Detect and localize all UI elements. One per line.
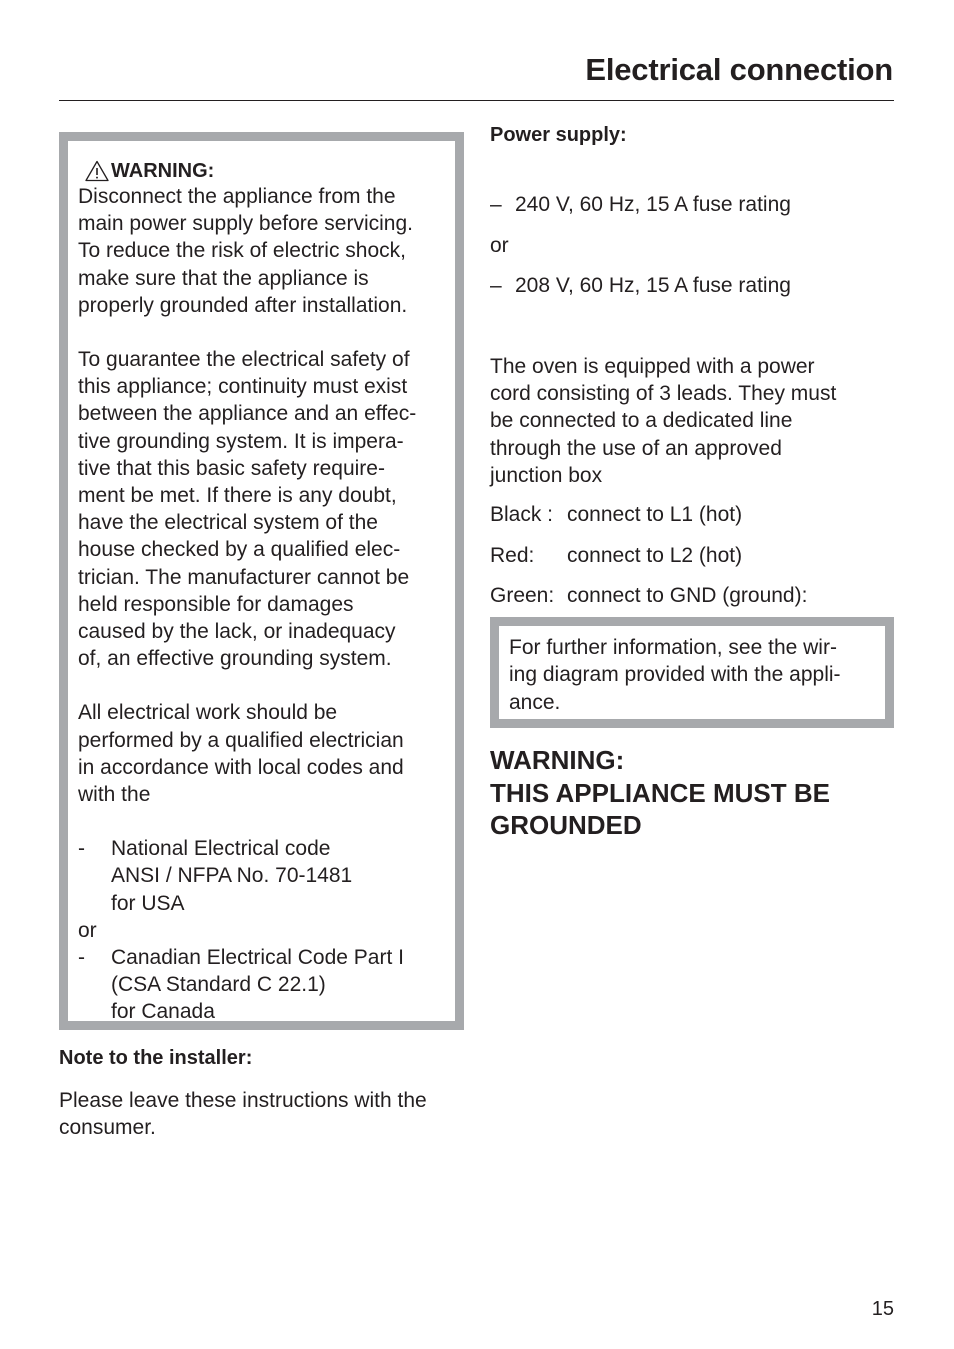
or-text: or bbox=[78, 918, 97, 942]
text-line: house checked by a qualified elec- bbox=[78, 538, 401, 562]
text-line: WARNING: bbox=[490, 745, 625, 775]
power-option-240v bbox=[490, 191, 791, 218]
text-line: To reduce the risk of electric shock, bbox=[78, 239, 406, 263]
text-line: for USA bbox=[111, 891, 185, 915]
warning-paragraph-2 bbox=[78, 346, 458, 672]
text-line: ance. bbox=[509, 690, 561, 714]
wiring-info-box bbox=[490, 617, 894, 728]
text-line: make sure that the appliance is bbox=[78, 266, 369, 290]
warning-paragraph-1 bbox=[78, 183, 458, 319]
text-line: cord consisting of 3 leads. They must bbox=[490, 382, 837, 406]
text-line: junction box bbox=[490, 463, 603, 487]
warning-heading bbox=[78, 159, 458, 183]
power-option-label: 208 V, 60 Hz, 15 A fuse rating bbox=[515, 274, 791, 297]
connection-row-black bbox=[490, 501, 742, 528]
connection-value: connect to GND (ground): bbox=[567, 584, 808, 607]
note-text bbox=[59, 1087, 479, 1141]
text-line: in accordance with local codes and bbox=[78, 755, 404, 779]
text-line: National Electrical code bbox=[111, 837, 331, 861]
text-line: performed by a qualified electrician bbox=[78, 728, 404, 752]
text-line: between the appliance and an effec- bbox=[78, 402, 417, 426]
page-number: 15 bbox=[871, 1298, 894, 1320]
connection-row-green bbox=[490, 582, 807, 609]
connection-row-red bbox=[490, 542, 742, 569]
text-line: (CSA Standard C 22.1) bbox=[111, 973, 326, 997]
text-line: main power supply before servicing. bbox=[78, 212, 413, 236]
text-line: trician. The manufacturer cannot be bbox=[78, 565, 410, 589]
text-line: tive that this basic safety require- bbox=[78, 456, 385, 480]
power-option-label: 240 V, 60 Hz, 15 A fuse rating bbox=[515, 193, 791, 216]
list-dash: - bbox=[78, 837, 85, 861]
power-supply-heading: Power supply: bbox=[490, 124, 627, 146]
code-list-item-canada bbox=[78, 944, 458, 1026]
power-cord-description bbox=[490, 353, 885, 489]
text-line: consumer. bbox=[59, 1116, 156, 1140]
power-or-text: or bbox=[490, 234, 509, 257]
text-line: properly grounded after installation. bbox=[78, 293, 408, 317]
text-line: ANSI / NFPA No. 70-1481 bbox=[111, 864, 353, 888]
warning-heading-label: WARNING: bbox=[111, 160, 215, 182]
text-line: THIS APPLIANCE MUST BE bbox=[490, 777, 830, 808]
text-line: be connected to a dedicated line bbox=[490, 409, 793, 433]
text-line: through the use of an approved bbox=[490, 436, 782, 460]
warning-paragraph-3 bbox=[78, 699, 458, 808]
text-line: with the bbox=[78, 783, 151, 807]
note-heading: Note to the installer: bbox=[59, 1047, 253, 1069]
text-line: for Canada bbox=[111, 1000, 215, 1024]
list-dash: – bbox=[490, 274, 502, 297]
connection-label: Green: bbox=[490, 584, 555, 607]
text-line: Canadian Electrical Code Part I bbox=[111, 946, 404, 970]
text-line: tive grounding system. It is impera- bbox=[78, 429, 404, 453]
text-line: have the electrical system of the bbox=[78, 511, 378, 535]
power-option-208v bbox=[490, 272, 791, 299]
text-line: The oven is equipped with a power bbox=[490, 355, 815, 378]
text-line: ment be met. If there is any doubt, bbox=[78, 484, 397, 508]
text-line: To guarantee the electrical safety of bbox=[78, 348, 410, 372]
text-line: Please leave these instructions with the bbox=[59, 1089, 427, 1112]
text-line: this appliance; continuity must exist bbox=[78, 375, 408, 399]
warning-box bbox=[59, 132, 464, 1030]
title-divider bbox=[59, 100, 894, 101]
code-list-item-usa bbox=[78, 835, 458, 917]
text-line: Disconnect the appliance from the bbox=[78, 185, 396, 208]
connection-value: connect to L2 (hot) bbox=[567, 544, 743, 567]
text-line: caused by the lack, or inadequacy bbox=[78, 620, 396, 644]
connection-value: connect to L1 (hot) bbox=[567, 503, 743, 526]
text-line: For further information, see the wir- bbox=[509, 636, 837, 659]
text-line: of, an effective grounding system. bbox=[78, 647, 392, 671]
text-line: All electrical work should be bbox=[78, 701, 338, 725]
text-line: ing diagram provided with the appli- bbox=[509, 663, 841, 687]
page-title: Electrical connection bbox=[585, 52, 893, 87]
list-dash: – bbox=[490, 193, 502, 216]
connection-label: Black : bbox=[490, 503, 554, 526]
text-line: held responsible for damages bbox=[78, 592, 354, 616]
connection-label: Red: bbox=[490, 544, 535, 567]
list-dash: - bbox=[78, 946, 85, 970]
text-line: GROUNDED bbox=[490, 810, 642, 840]
grounding-warning bbox=[490, 744, 830, 842]
warning-triangle-icon bbox=[85, 160, 109, 182]
